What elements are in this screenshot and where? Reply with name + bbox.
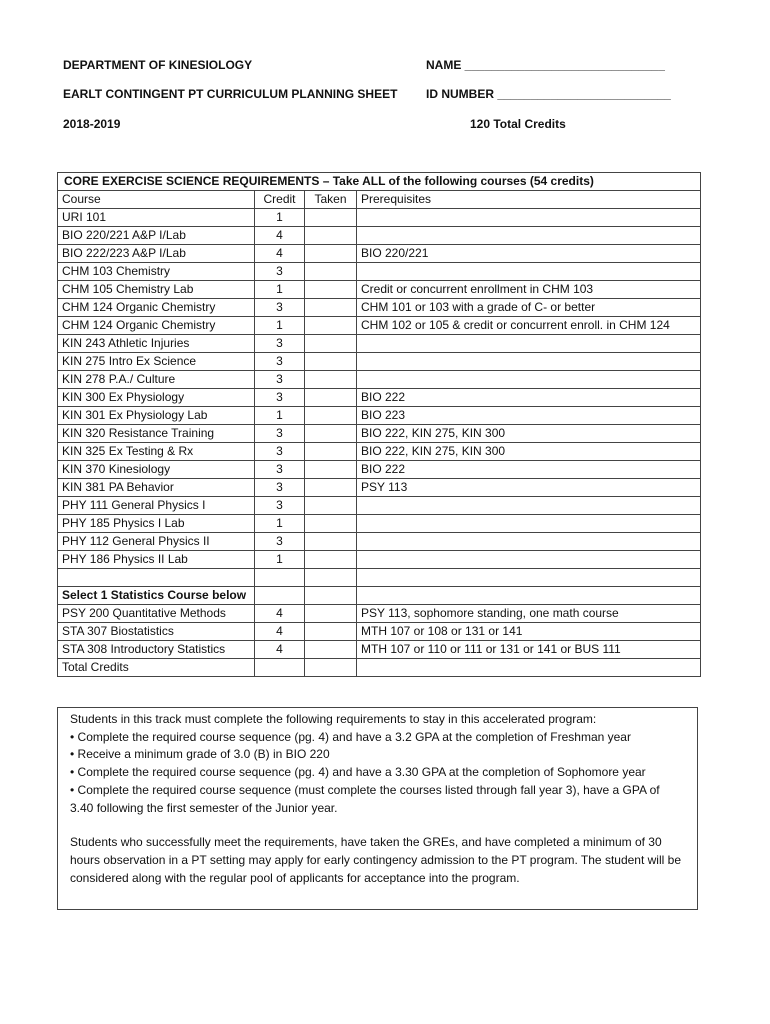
total-credits-row-label-row bbox=[58, 659, 701, 677]
prerequisite-cell bbox=[357, 263, 701, 281]
table-row bbox=[58, 461, 701, 479]
table-row bbox=[58, 605, 701, 623]
empty-cell bbox=[255, 587, 305, 605]
credit-cell: 3 bbox=[255, 497, 305, 515]
sheet-title: EARLT CONTINGENT PT CURRICULUM PLANNING SHEET bbox=[63, 87, 398, 101]
prerequisite-cell bbox=[357, 551, 701, 569]
credit-cell: 4 bbox=[255, 227, 305, 245]
statistics-heading-row bbox=[58, 587, 701, 605]
table-header-row bbox=[58, 191, 701, 209]
taken-checkbox-cell[interactable] bbox=[305, 299, 357, 317]
taken-checkbox-cell[interactable] bbox=[305, 281, 357, 299]
prerequisite-cell bbox=[357, 353, 701, 371]
prerequisite-cell: BIO 220/221 bbox=[357, 245, 701, 263]
table-row bbox=[58, 209, 701, 227]
credit-cell: 4 bbox=[255, 605, 305, 623]
course-cell: BIO 220/221 A&P I/Lab bbox=[58, 227, 255, 245]
table-row bbox=[58, 407, 701, 425]
course-cell: KIN 278 P.A./ Culture bbox=[58, 371, 255, 389]
notes-bullet: • Complete the required course sequence (pg. 4) and have a 3.30 GPA at the completion of Sophomore year bbox=[70, 765, 646, 780]
prerequisite-cell: MTH 107 or 110 or 111 or 131 or 141 or BUS 111 bbox=[357, 641, 701, 659]
course-cell: CHM 124 Organic Chemistry bbox=[58, 299, 255, 317]
spacer-row bbox=[58, 569, 701, 587]
taken-checkbox-cell[interactable] bbox=[305, 335, 357, 353]
course-cell: PSY 200 Quantitative Methods bbox=[58, 605, 255, 623]
empty-cell bbox=[58, 569, 255, 587]
empty-cell bbox=[255, 569, 305, 587]
prerequisite-cell bbox=[357, 533, 701, 551]
table-row bbox=[58, 425, 701, 443]
credit-cell: 3 bbox=[255, 353, 305, 371]
credit-cell: 1 bbox=[255, 209, 305, 227]
column-header-credit: Credit bbox=[255, 191, 305, 209]
core-requirements-table bbox=[57, 172, 701, 677]
course-cell: KIN 381 PA Behavior bbox=[58, 479, 255, 497]
prerequisite-cell: BIO 222 bbox=[357, 461, 701, 479]
notes-bullet: • Complete the required course sequence (must complete the courses listed through fall year 3), have a GPA of 3.40 following the first semester of the Junior year. bbox=[70, 782, 660, 815]
taken-checkbox-cell[interactable] bbox=[305, 353, 357, 371]
credit-cell: 4 bbox=[255, 245, 305, 263]
taken-checkbox-cell[interactable] bbox=[305, 533, 357, 551]
program-requirements-notes bbox=[57, 707, 698, 910]
taken-checkbox-cell[interactable] bbox=[305, 245, 357, 263]
table-row bbox=[58, 515, 701, 533]
taken-checkbox-cell[interactable] bbox=[305, 479, 357, 497]
table-row bbox=[58, 281, 701, 299]
course-cell: KIN 275 Intro Ex Science bbox=[58, 353, 255, 371]
taken-checkbox-cell[interactable] bbox=[305, 605, 357, 623]
course-cell: KIN 300 Ex Physiology bbox=[58, 389, 255, 407]
spacer bbox=[70, 817, 685, 834]
table-row bbox=[58, 299, 701, 317]
empty-cell bbox=[305, 659, 357, 677]
column-header-taken: Taken bbox=[305, 191, 357, 209]
total-credits-row-label: Total Credits bbox=[58, 659, 255, 677]
table-row bbox=[58, 497, 701, 515]
prerequisite-cell bbox=[357, 209, 701, 227]
credit-cell: 3 bbox=[255, 425, 305, 443]
table-row bbox=[58, 533, 701, 551]
course-cell: KIN 370 Kinesiology bbox=[58, 461, 255, 479]
course-cell: KIN 243 Athletic Injuries bbox=[58, 335, 255, 353]
table-row bbox=[58, 641, 701, 659]
empty-cell bbox=[305, 587, 357, 605]
course-cell: PHY 112 General Physics II bbox=[58, 533, 255, 551]
course-cell: CHM 103 Chemistry bbox=[58, 263, 255, 281]
notes-bullet: • Receive a minimum grade of 3.0 (B) in BIO 220 bbox=[70, 747, 330, 762]
table-row bbox=[58, 551, 701, 569]
credit-cell: 3 bbox=[255, 371, 305, 389]
course-cell: PHY 185 Physics I Lab bbox=[58, 515, 255, 533]
table-row bbox=[58, 389, 701, 407]
taken-checkbox-cell[interactable] bbox=[305, 209, 357, 227]
prerequisite-cell bbox=[357, 371, 701, 389]
taken-checkbox-cell[interactable] bbox=[305, 461, 357, 479]
credit-cell: 3 bbox=[255, 443, 305, 461]
table-row bbox=[58, 353, 701, 371]
course-cell: BIO 222/223 A&P I/Lab bbox=[58, 245, 255, 263]
column-header-course: Course bbox=[58, 191, 255, 209]
course-cell: KIN 320 Resistance Training bbox=[58, 425, 255, 443]
prerequisite-cell: PSY 113, sophomore standing, one math course bbox=[357, 605, 701, 623]
prerequisite-cell: CHM 101 or 103 with a grade of C- or better bbox=[357, 299, 701, 317]
prerequisite-cell: BIO 223 bbox=[357, 407, 701, 425]
credit-cell: 4 bbox=[255, 623, 305, 641]
name-field[interactable]: NAME ______________________________ bbox=[426, 58, 665, 72]
table-row bbox=[58, 317, 701, 335]
prerequisite-cell: BIO 222, KIN 275, KIN 300 bbox=[357, 425, 701, 443]
column-header-prerequisites: Prerequisites bbox=[357, 191, 701, 209]
course-cell: CHM 124 Organic Chemistry bbox=[58, 317, 255, 335]
credit-cell: 3 bbox=[255, 479, 305, 497]
taken-checkbox-cell[interactable] bbox=[305, 497, 357, 515]
table-row bbox=[58, 371, 701, 389]
course-cell: CHM 105 Chemistry Lab bbox=[58, 281, 255, 299]
credit-cell: 3 bbox=[255, 389, 305, 407]
academic-year: 2018-2019 bbox=[63, 117, 121, 131]
prerequisite-cell bbox=[357, 515, 701, 533]
prerequisite-cell: CHM 102 or 105 & credit or concurrent enroll. in CHM 124 bbox=[357, 317, 701, 335]
table-row bbox=[58, 335, 701, 353]
prerequisite-cell: BIO 222 bbox=[357, 389, 701, 407]
course-cell: KIN 301 Ex Physiology Lab bbox=[58, 407, 255, 425]
taken-checkbox-cell[interactable] bbox=[305, 317, 357, 335]
table-row bbox=[58, 623, 701, 641]
taken-checkbox-cell[interactable] bbox=[305, 371, 357, 389]
prerequisite-cell bbox=[357, 335, 701, 353]
id-number-field[interactable]: ID NUMBER __________________________ bbox=[426, 87, 671, 101]
prerequisite-cell: BIO 222, KIN 275, KIN 300 bbox=[357, 443, 701, 461]
taken-checkbox-cell[interactable] bbox=[305, 641, 357, 659]
table-title-row bbox=[58, 173, 701, 191]
empty-cell bbox=[305, 569, 357, 587]
credit-cell: 4 bbox=[255, 641, 305, 659]
credit-cell: 1 bbox=[255, 281, 305, 299]
empty-cell bbox=[357, 569, 701, 587]
table-row bbox=[58, 479, 701, 497]
credit-cell: 3 bbox=[255, 461, 305, 479]
notes-closing: Students who successfully meet the requirements, have taken the GREs, and have completed a minimum of 30 hours observation in a PT setting may apply for early contingency admission to the PT program. The student will be considered along with the regular pool of applicants for acceptance into the program. bbox=[70, 835, 681, 885]
taken-checkbox-cell[interactable] bbox=[305, 551, 357, 569]
taken-checkbox-cell[interactable] bbox=[305, 227, 357, 245]
prerequisite-cell: PSY 113 bbox=[357, 479, 701, 497]
prerequisite-cell bbox=[357, 227, 701, 245]
prerequisite-cell: Credit or concurrent enrollment in CHM 103 bbox=[357, 281, 701, 299]
prerequisite-cell: MTH 107 or 108 or 131 or 141 bbox=[357, 623, 701, 641]
credit-cell: 3 bbox=[255, 335, 305, 353]
taken-checkbox-cell[interactable] bbox=[305, 443, 357, 461]
statistics-heading: Select 1 Statistics Course below bbox=[58, 587, 255, 605]
course-cell: PHY 111 General Physics I bbox=[58, 497, 255, 515]
credit-cell: 3 bbox=[255, 299, 305, 317]
credit-cell: 1 bbox=[255, 407, 305, 425]
notes-intro: Students in this track must complete the following requirements to stay in this accelerated program: bbox=[70, 712, 597, 726]
course-cell: URI 101 bbox=[58, 209, 255, 227]
core-requirements-title: CORE EXERCISE SCIENCE REQUIREMENTS – Take ALL of the following courses (54 credits) bbox=[58, 173, 701, 191]
taken-checkbox-cell[interactable] bbox=[305, 407, 357, 425]
empty-cell bbox=[357, 659, 701, 677]
taken-checkbox-cell[interactable] bbox=[305, 425, 357, 443]
credit-cell: 3 bbox=[255, 533, 305, 551]
course-cell: STA 308 Introductory Statistics bbox=[58, 641, 255, 659]
taken-checkbox-cell[interactable] bbox=[305, 515, 357, 533]
credit-cell: 3 bbox=[255, 263, 305, 281]
table-row bbox=[58, 227, 701, 245]
course-cell: KIN 325 Ex Testing & Rx bbox=[58, 443, 255, 461]
table-row bbox=[58, 245, 701, 263]
credit-cell: 1 bbox=[255, 317, 305, 335]
taken-checkbox-cell[interactable] bbox=[305, 623, 357, 641]
prerequisite-cell bbox=[357, 497, 701, 515]
total-credits-label: 120 Total Credits bbox=[470, 117, 566, 131]
credit-cell: 1 bbox=[255, 551, 305, 569]
table-row bbox=[58, 443, 701, 461]
empty-cell bbox=[357, 587, 701, 605]
taken-checkbox-cell[interactable] bbox=[305, 389, 357, 407]
course-cell: PHY 186 Physics II Lab bbox=[58, 551, 255, 569]
credit-cell: 1 bbox=[255, 515, 305, 533]
taken-checkbox-cell[interactable] bbox=[305, 263, 357, 281]
course-cell: STA 307 Biostatistics bbox=[58, 623, 255, 641]
table-row bbox=[58, 263, 701, 281]
empty-cell bbox=[255, 659, 305, 677]
department-heading: DEPARTMENT OF KINESIOLOGY bbox=[63, 58, 253, 72]
notes-bullet: • Complete the required course sequence (pg. 4) and have a 3.2 GPA at the completion of Freshman year bbox=[70, 729, 631, 744]
